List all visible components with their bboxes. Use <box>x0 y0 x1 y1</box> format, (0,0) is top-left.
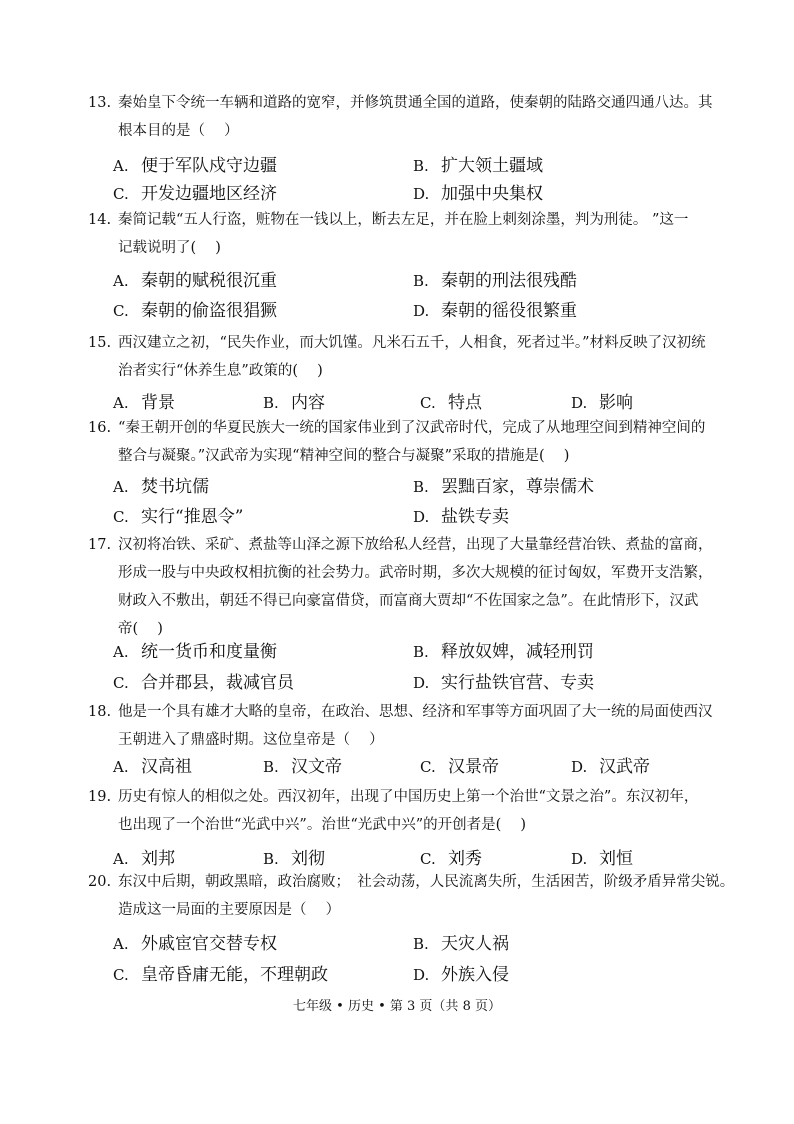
question-number: 20. <box>88 874 112 890</box>
option-text: 汉武帝 <box>599 757 650 777</box>
answer-option <box>113 964 328 986</box>
answer-option <box>113 270 277 292</box>
answer-option <box>113 933 277 955</box>
option-text: 皇帝昏庸无能，不理朝政 <box>141 965 328 985</box>
option-text: 罢黜百家，尊崇儒术 <box>441 477 594 497</box>
question-number: 19. <box>88 789 112 805</box>
option-text: 合并郡县，裁减官员 <box>141 673 294 693</box>
option-letter: D. <box>413 185 430 203</box>
answer-option <box>571 848 633 870</box>
question-stem-line: 记载说明了( ) <box>118 240 221 256</box>
answer-option <box>413 183 543 205</box>
option-text: 刘邦 <box>141 849 175 869</box>
answer-option <box>571 392 633 414</box>
option-text: 天灾人祸 <box>441 934 509 954</box>
answer-option <box>113 392 175 414</box>
option-text: 汉景帝 <box>448 757 499 777</box>
option-letter: C. <box>113 508 129 526</box>
question-stem-line: 根本目的是（ ） <box>118 123 239 139</box>
option-text: 影响 <box>599 393 633 413</box>
answer-option <box>113 672 294 694</box>
option-letter: D. <box>571 850 588 868</box>
question-stem-line: 汉初将冶铁、采矿、煮盐等山泽之源下放给私人经营，出现了大量靠经营冶铁、煮盐的富商， <box>118 537 713 553</box>
answer-option <box>263 848 325 870</box>
option-letter: A. <box>113 758 129 776</box>
option-letter: C. <box>420 850 436 868</box>
question-stem-line: 也出现了一个治世“光武中兴”。治世“光武中兴”的开创者是( ) <box>118 817 527 833</box>
option-text: 汉文帝 <box>291 757 342 777</box>
option-letter: B. <box>413 157 429 175</box>
option-text: 刘恒 <box>599 849 633 869</box>
option-text: 刘彻 <box>291 849 325 869</box>
option-letter: A. <box>113 478 129 496</box>
option-text: 秦朝的徭役很繁重 <box>441 301 577 321</box>
page-footer: 七年级 • 历史 • 第 3 页（共 8 页） <box>293 999 501 1014</box>
question-number: 14. <box>88 212 112 228</box>
option-letter: B. <box>263 394 279 412</box>
answer-option <box>420 392 482 414</box>
answer-option <box>420 848 482 870</box>
question-stem-line: 造成这一局面的主要原因是（ ） <box>118 902 341 918</box>
answer-option <box>413 933 509 955</box>
option-letter: B. <box>263 850 279 868</box>
option-letter: A. <box>113 850 129 868</box>
answer-option <box>413 964 509 986</box>
option-text: 加强中央集权 <box>441 184 543 204</box>
answer-option <box>113 476 209 498</box>
option-letter: B. <box>413 643 429 661</box>
option-letter: D. <box>413 674 430 692</box>
answer-option <box>113 300 277 322</box>
question-stem-line: 秦始皇下令统一车辆和道路的宽窄，并修筑贯通全国的道路，使秦朝的陆路交通四通八达。其 <box>118 95 713 111</box>
question-stem-line: 财政入不敷出，朝廷不得已向豪富借贷，而富商大贾却“不佐国家之急”。在此情形下，汉武 <box>118 593 699 609</box>
answer-option <box>413 300 577 322</box>
option-text: 外族入侵 <box>441 965 509 985</box>
option-text: 秦朝的偷盗很猖獗 <box>141 301 277 321</box>
answer-option <box>113 848 175 870</box>
option-text: 焚书坑儒 <box>141 477 209 497</box>
question-stem-line: 帝( ) <box>118 621 163 637</box>
answer-option <box>413 641 594 663</box>
answer-option <box>263 756 342 778</box>
option-letter: D. <box>413 966 430 984</box>
answer-option <box>420 756 499 778</box>
question-stem-line: “秦王朝开创的华夏民族大一统的国家伟业到了汉武帝时代，完成了从地理空间到精神空间的 <box>118 420 706 436</box>
option-letter: C. <box>113 185 129 203</box>
question-number: 16. <box>88 420 112 436</box>
answer-option <box>413 270 577 292</box>
option-text: 开发边疆地区经济 <box>141 184 277 204</box>
answer-option <box>413 506 509 528</box>
question-stem-line: 整合与凝聚。”汉武帝为实现“精神空间的整合与凝聚”采取的措施是( ) <box>118 448 570 464</box>
question-stem-line: 东汉中后期，朝政黑暗，政治腐败； 社会动荡，人民流离失所，生活困苦，阶级矛盾异常尖锐。 <box>118 874 735 890</box>
option-text: 秦朝的赋税很沉重 <box>141 271 277 291</box>
question-number: 13. <box>88 95 112 111</box>
option-letter: D. <box>571 394 588 412</box>
question-stem-line: 他是一个具有雄才大略的皇帝，在政治、思想、经济和军事等方面巩固了大一统的局面使西汉 <box>118 704 713 720</box>
answer-option <box>113 641 277 663</box>
option-letter: D. <box>413 508 430 526</box>
answer-option <box>413 155 543 177</box>
answer-option <box>113 756 192 778</box>
option-text: 背景 <box>141 393 175 413</box>
option-text: 刘秀 <box>448 849 482 869</box>
question-stem-line: 西汉建立之初，“民失作业，而大饥馑。凡米石五千，人相食，死者过半。”材料反映了汉初统 <box>118 335 706 351</box>
answer-option <box>413 672 594 694</box>
option-text: 扩大领土疆域 <box>441 156 543 176</box>
answer-option <box>413 476 594 498</box>
option-letter: D. <box>571 758 588 776</box>
option-letter: D. <box>413 302 430 320</box>
answer-option <box>571 756 650 778</box>
option-letter: B. <box>413 935 429 953</box>
option-letter: C. <box>113 302 129 320</box>
question-stem-line: 治者实行“休养生息”政策的( ) <box>118 363 323 379</box>
option-letter: B. <box>263 758 279 776</box>
option-text: 汉高祖 <box>141 757 192 777</box>
question-stem-line: 王朝进入了鼎盛时期。这位皇帝是（ ） <box>118 732 384 748</box>
question-number: 17. <box>88 537 112 553</box>
option-text: 外戚宦官交替专权 <box>141 934 277 954</box>
option-text: 特点 <box>448 393 482 413</box>
option-text: 盐铁专卖 <box>441 507 509 527</box>
answer-option <box>113 155 277 177</box>
option-letter: A. <box>113 935 129 953</box>
option-letter: A. <box>113 157 129 175</box>
option-letter: C. <box>420 394 436 412</box>
option-text: 释放奴婢，减轻刑罚 <box>441 642 594 662</box>
option-text: 便于军队戍守边疆 <box>141 156 277 176</box>
option-letter: C. <box>420 758 436 776</box>
answer-option <box>113 183 277 205</box>
option-letter: C. <box>113 674 129 692</box>
option-letter: A. <box>113 394 129 412</box>
option-letter: A. <box>113 643 129 661</box>
answer-option <box>113 506 243 528</box>
question-number: 18. <box>88 704 112 720</box>
question-stem-line: 历史有惊人的相似之处。西汉初年，出现了中国历史上第一个治世“文景之治”。东汉初年， <box>118 789 699 805</box>
option-text: 统一货币和度量衡 <box>141 642 277 662</box>
option-letter: A. <box>113 272 129 290</box>
option-letter: B. <box>413 478 429 496</box>
question-number: 15. <box>88 335 112 351</box>
option-text: 内容 <box>291 393 325 413</box>
option-text: 实行“推恩令” <box>141 507 244 527</box>
answer-option <box>263 392 325 414</box>
question-stem-line: 形成一股与中央政权相抗衡的社会势力。武帝时期，多次大规模的征讨匈奴，军费开支浩繁， <box>118 565 713 581</box>
option-text: 秦朝的刑法很残酷 <box>441 271 577 291</box>
option-text: 实行盐铁官营、专卖 <box>441 673 594 693</box>
option-letter: B. <box>413 272 429 290</box>
question-stem-line: 秦简记载“五人行盗，赃物在一钱以上，断去左足，并在脸上刺刻涂墨，判为刑徒。 ”这一 <box>118 212 689 228</box>
option-letter: C. <box>113 966 129 984</box>
